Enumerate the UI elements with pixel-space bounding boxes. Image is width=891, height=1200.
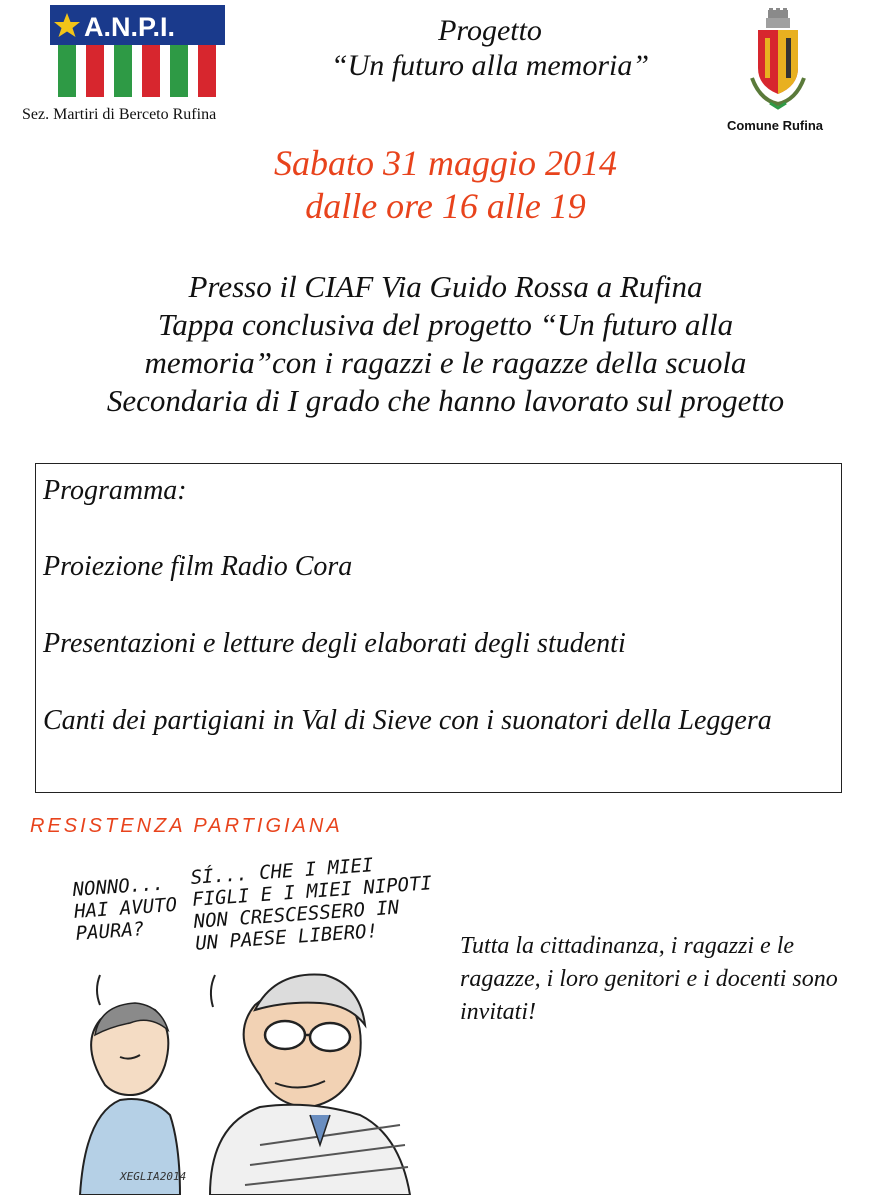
intro-line: Tappa conclusiva del progetto “Un futuro alla: [157, 307, 734, 343]
coat-of-arms-icon: [748, 8, 808, 110]
anpi-section-label: Sez. Martiri di Berceto Rufina: [22, 106, 217, 123]
cartoon-title: RESISTENZA PARTIGIANA: [30, 815, 343, 837]
grandpa-speech-bubble: SÍ... CHE I MIEI FIGLI E I MIEI NIPOTI NON CRESCESSERO IN UN PAESE LIBERO!: [189, 854, 433, 955]
program-title: Programma:: [43, 475, 187, 506]
program-item: Proiezione film Radio Cora: [43, 551, 353, 582]
anpi-logo-text: A.N.P.I.: [84, 12, 176, 42]
child-speech-bubble: NONNO... HAI AVUTO PAURA?: [71, 872, 178, 945]
intro-line: memoria”con i ragazzi e le ragazze della scuola: [144, 345, 747, 381]
invitation-text: Tutta la cittadinanza, i ragazzi e le ragazze, i loro genitori e i docenti sono invitati!: [460, 933, 838, 1026]
event-date: [0, 142, 891, 228]
event-description: [0, 268, 891, 421]
project-line-1: Progetto: [438, 14, 542, 47]
grandpa-figure: [210, 974, 410, 1195]
event-date-line: Sabato 31 maggio 2014: [273, 143, 617, 183]
comune-label: Comune Rufina: [726, 118, 824, 133]
intro-line: Secondaria di I grado che hanno lavorato sul progetto: [106, 383, 785, 419]
event-time-line: dalle ore 16 alle 19: [305, 186, 586, 227]
program-item: Canti dei partigiani in Val di Sieve con i suonatori della Leggera: [43, 705, 772, 736]
cartoon-signature: XEGLIA2014: [120, 1170, 187, 1183]
project-heading: [300, 14, 680, 83]
project-line-2: “Un futuro alla memoria”: [330, 48, 650, 82]
intro-line: Presso il CIAF Via Guido Rossa a Rufina: [188, 269, 703, 304]
child-figure: [80, 1003, 180, 1195]
anpi-logo: [50, 5, 225, 97]
program-item: Presentazioni e letture degli elaborati degli studenti: [43, 628, 626, 659]
program-box: [35, 463, 842, 793]
